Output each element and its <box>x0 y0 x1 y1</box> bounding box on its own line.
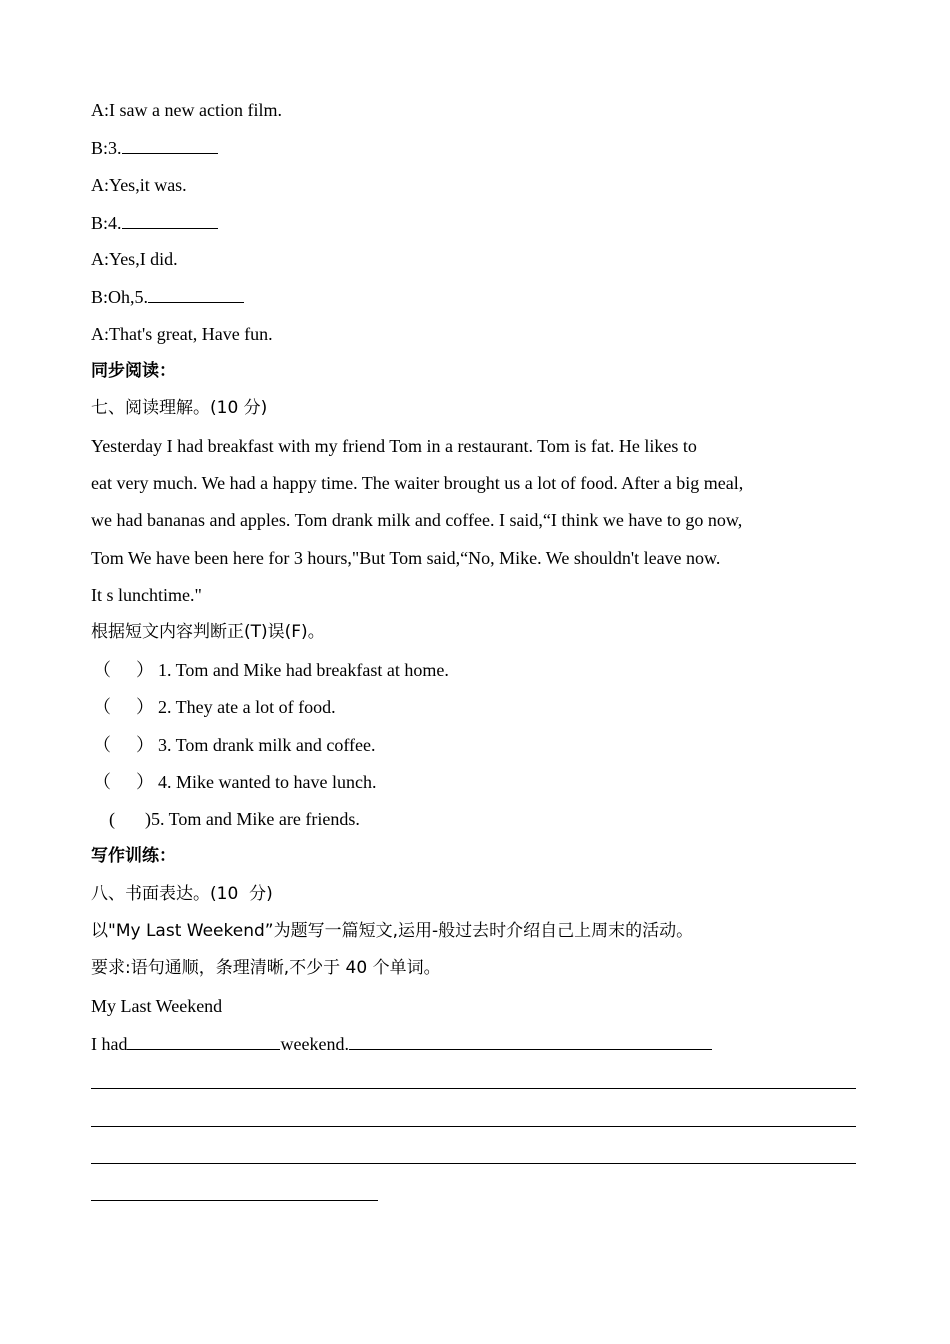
dialogue-line-a3: A:Yes,I did. <box>91 249 178 269</box>
dialogue-line-a2: A:Yes,it was. <box>91 175 187 195</box>
essay-writing-line[interactable] <box>91 1088 856 1089</box>
writing-requirement: 要求:语句通顺，条理清晰,不少于 40 个单词。 <box>91 958 441 978</box>
reading-heading: 同步阅读： <box>91 361 176 381</box>
dialogue-b5-label: B:Oh,5. <box>91 287 149 307</box>
writing-section-title: 八、书面表达。(10 分) <box>91 884 273 904</box>
reading-instruction: 根据短文内容判断正(T)误(F)。 <box>91 622 325 642</box>
tf-answer-slot-5[interactable] <box>120 806 142 830</box>
dialogue-line-b3 <box>91 136 218 159</box>
tf-item-1: 1. Tom and Mike had breakfast at home. <box>158 660 449 680</box>
passage-line: we had bananas and apples. Tom drank milk and coffee. I said,“I think we have to go now, <box>91 510 743 530</box>
essay-writing-line[interactable] <box>91 1163 856 1164</box>
essay-adjective-blank[interactable] <box>127 1032 280 1050</box>
answer-blank-4[interactable] <box>122 211 218 229</box>
tf-paren-close: ） <box>136 735 154 755</box>
answer-blank-3[interactable] <box>122 136 218 154</box>
reading-section-title: 七、阅读理解。(10 分) <box>91 398 268 418</box>
essay-writing-line[interactable] <box>91 1200 378 1201</box>
tf-answer-slot-3[interactable] <box>112 732 134 756</box>
tf-paren-close: ） <box>136 772 154 792</box>
essay-starter-line <box>91 1032 712 1055</box>
tf-item-4: 4. Mike wanted to have lunch. <box>158 772 377 792</box>
passage-line: It s lunchtime." <box>91 585 202 605</box>
dialogue-line-a1: A:I saw a new action film. <box>91 100 282 120</box>
tf-paren-close: ） <box>136 697 154 717</box>
tf-item-5: )5. Tom and Mike are friends. <box>145 809 360 829</box>
dialogue-line-a4: A:That's great, Have fun. <box>91 324 273 344</box>
passage-line: Tom We have been here for 3 hours,"But Tom said,“No, Mike. We shouldn't leave now. <box>91 548 721 568</box>
dialogue-line-b4 <box>91 211 218 234</box>
tf-paren-open: （ <box>93 660 111 680</box>
writing-prompt: 以"My Last Weekend”为题写一篇短文,运用-般过去时介绍自己上周末的活动。 <box>91 921 694 941</box>
dialogue-line-b5 <box>91 285 244 308</box>
tf-paren-open: （ <box>93 697 111 717</box>
essay-starter-pre: I had <box>91 1034 128 1054</box>
essay-writing-line[interactable] <box>91 1126 856 1127</box>
essay-title: My Last Weekend <box>91 996 223 1016</box>
tf-answer-slot-1[interactable] <box>112 657 134 681</box>
tf-paren-open: （ <box>93 772 111 792</box>
tf-answer-slot-4[interactable] <box>112 769 134 793</box>
tf-answer-slot-2[interactable] <box>112 694 134 718</box>
passage-line: Yesterday I had breakfast with my friend Tom in a restaurant. Tom is fat. He likes to <box>91 436 697 456</box>
tf-paren-open: ( <box>109 809 115 829</box>
tf-item-3: 3. Tom drank milk and coffee. <box>158 735 376 755</box>
tf-paren-close: ） <box>136 660 154 680</box>
essay-starter-mid: weekend. <box>280 1034 349 1054</box>
passage-line: eat very much. We had a happy time. The waiter brought us a lot of food. After a big meal, <box>91 473 744 493</box>
dialogue-b3-label: B:3. <box>91 138 122 158</box>
answer-blank-5[interactable] <box>148 285 244 303</box>
dialogue-b4-label: B:4. <box>91 213 122 233</box>
tf-paren-open: （ <box>93 735 111 755</box>
writing-heading: 写作训练： <box>91 846 176 866</box>
tf-item-2: 2. They ate a lot of food. <box>158 697 336 717</box>
essay-continue-blank[interactable] <box>349 1032 712 1050</box>
